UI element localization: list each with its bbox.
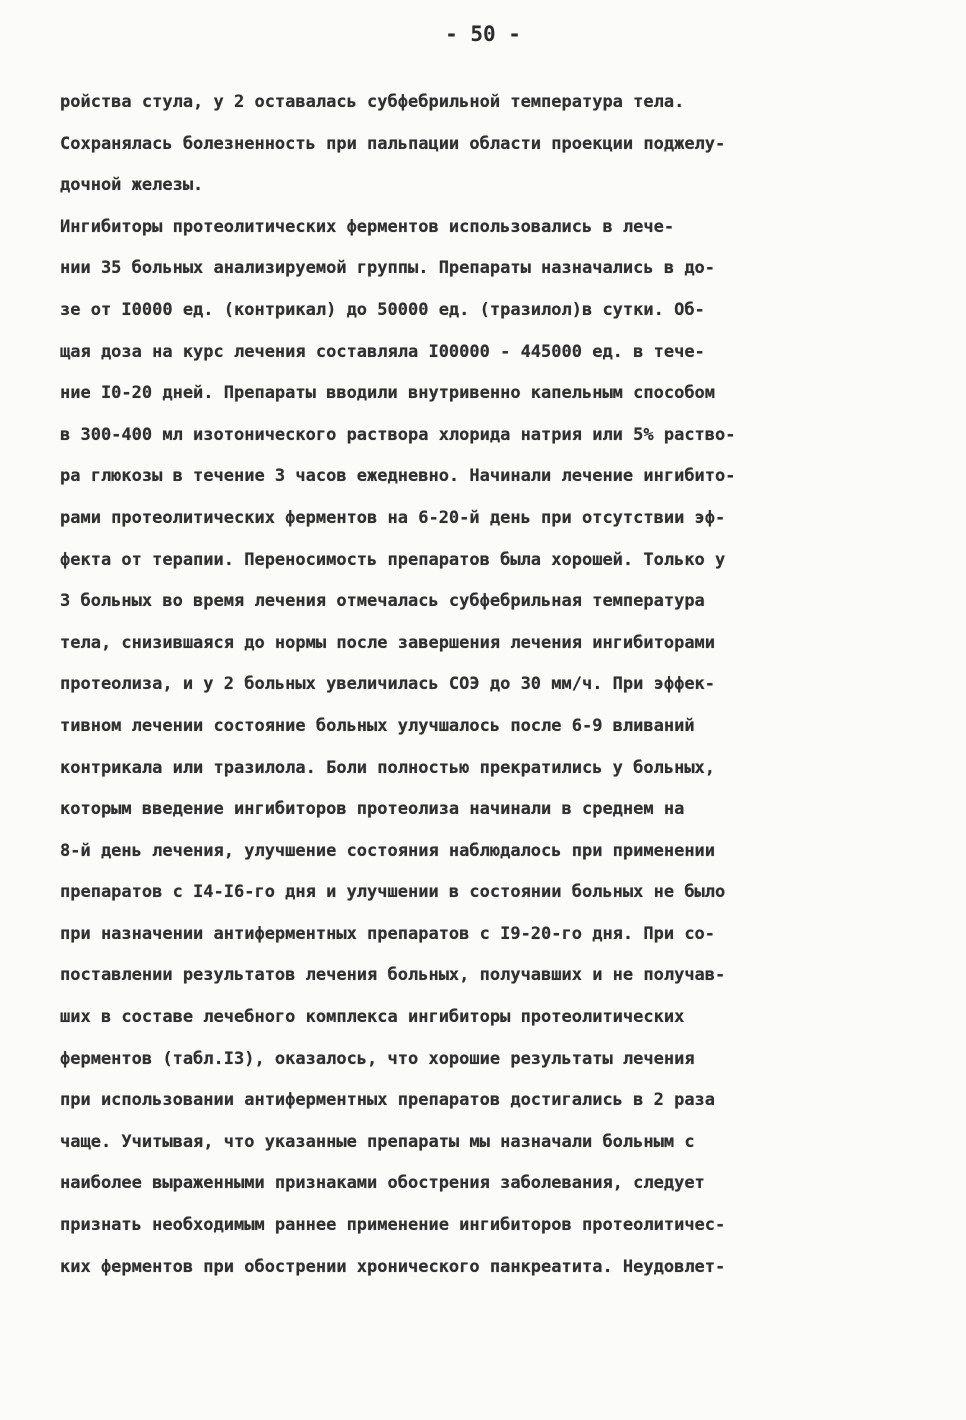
text-line: ние I0-20 дней. Препараты вводили внутривенно капельным способом	[60, 383, 716, 404]
text-line: ких ферментов при обострении хронического панкреатита. Неудовлет-	[60, 1256, 726, 1277]
text-line: поставлении результатов лечения больных, получавших и не получав-	[60, 965, 726, 986]
text-line: нии 35 больных анализируемой группы. Препараты назначались в до-	[60, 258, 716, 279]
text-line: Сохранялась болезненность при пальпации области проекции поджелу-	[60, 133, 726, 154]
text-line: зе от I0000 ед. (контрикал) до 50000 ед. (тразилол)в сутки. Об-	[60, 299, 705, 320]
text-line: препаратов с I4-I6-го дня и улучшении в состоянии больных не было	[60, 882, 726, 903]
text-line: 3 больных во время лечения отмечалась субфебрильная температура	[60, 591, 705, 612]
text-line: контрикала или тразилола. Боли полностью прекратились у больных,	[60, 757, 716, 778]
text-line: ра глюкозы в течение 3 часов ежедневно. Начинали лечение ингибито-	[60, 466, 736, 487]
text-line: протеолиза, и у 2 больных увеличилась СОЭ до 30 мм/ч. При эффек-	[60, 674, 716, 695]
text-line: в 300-400 мл изотонического раствора хлорида натрия или 5% раство-	[60, 424, 736, 445]
page-number: - 50 -	[445, 22, 521, 46]
text-line: признать необходимым раннее применение ингибиторов протеолитичес-	[60, 1215, 726, 1236]
text-line: фекта от терапии. Переносимость препаратов была хорошей. Только у	[60, 549, 726, 570]
text-line: при использовании антиферментных препаратов достигались в 2 раза	[60, 1090, 716, 1111]
text-line: наиболее выраженными признаками обострения заболевания, следует	[60, 1173, 705, 1194]
text-line: тивном лечении состояние больных улучшалось после 6-9 вливаний	[60, 715, 695, 736]
text-line: при назначении антиферментных препаратов с I9-20-го дня. При со-	[60, 923, 716, 944]
body-text	[60, 82, 940, 1288]
text-line: 8-й день лечения, улучшение состояния наблюдалось при применении	[60, 840, 716, 861]
text-line: ших в составе лечебного комплекса ингибиторы протеолитических	[60, 1007, 685, 1028]
text-line: которым введение ингибиторов протеолиза начинали в среднем на	[60, 799, 685, 820]
text-line: Ингибиторы протеолитических ферментов использовались в лече-	[60, 216, 675, 237]
text-line: щая доза на курс лечения составляла I00000 - 445000 ед. в тече-	[60, 341, 705, 362]
text-line: рами протеолитических ферментов на 6-20-й день при отсутствии эф-	[60, 507, 726, 528]
text-line: ройства стула, у 2 оставалась субфебрильной температура тела.	[60, 92, 685, 112]
text-line: чаще. Учитывая, что указанные препараты мы назначали больным с	[60, 1131, 695, 1152]
text-line: тела, снизившаяся до нормы после завершения лечения ингибиторами	[60, 632, 716, 653]
text-line: ферментов (табл.I3), оказалось, что хорошие результаты лечения	[60, 1048, 695, 1069]
text-line: дочной железы.	[60, 175, 204, 196]
